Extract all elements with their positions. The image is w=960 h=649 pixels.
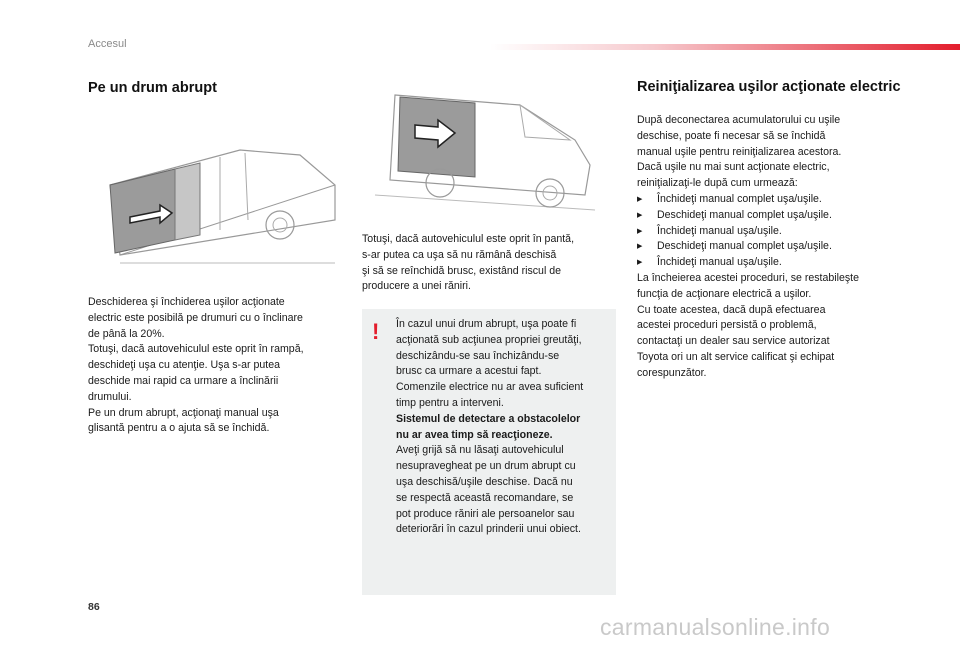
watermark: carmanualsonline.info bbox=[600, 614, 831, 640]
page-number: 86 bbox=[88, 601, 100, 613]
bullet-icon: ▶ bbox=[637, 211, 643, 219]
steep-road-paragraph: Deschiderea şi închiderea uşilor acţionate electric este posibilă pe drumuri cu o înclinare de până la 20%. Totuşi, dacă autovehiculul este oprit în rampă, deschideţi uşa cu atenţie. Uşa s-ar putea deschide mai rapid ca urmare a înclinării drumului. Pe un drum abrupt, acţionaţi manual uşa glisantă pentru a o ajuta să se închidă. bbox=[88, 296, 304, 435]
incline-paragraph: Totuşi, dacă autovehiculul este oprit în pantă, s-ar putea ca uşa să nu rămână deschisă şi să se reînchidă brusc, existând riscul de producere a unei răniri. bbox=[362, 233, 575, 293]
section-title-steep-road: Pe un drum abrupt bbox=[88, 80, 217, 96]
reset-procedure-text: După deconectarea acumulatorului cu uşile deschise, poate fi necesar să se închidă manual uşile pentru reiniţializarea acestora. Dacă uşile nu mai sunt acţionate electric, reiniţializaţi-le după cum urmează: ▶ Închideţi manual complet uşa/uşile. ▶ Deschideţi manual complet uşa/uşile. ▶ Închideţi manual uşa/uşile. ▶ Deschideţi manual complet uşa/uşile. ▶ Închideţi manual uşa/uşile. La încheierea acestei proceduri, se restabileşte funcţia de acţionare electrică a uşilor. Cu toate acestea, dacă după efectuarea acestei proceduri persistă o problemă, contactaţi un dealer sau service autorizat Toyota ori un alt service calificat şi echipat corespunzător. bbox=[637, 113, 907, 382]
bullet-icon: ▶ bbox=[637, 243, 643, 251]
section-title-reset-doors: Reiniţializarea uşilor acţionate electric bbox=[637, 79, 901, 95]
section-label: Accesul bbox=[88, 38, 127, 50]
list-item: ▶ Deschideţi manual complet uşa/uşile. bbox=[637, 239, 907, 255]
list-item: ▶ Închideţi manual complet uşa/uşile. bbox=[637, 192, 907, 208]
list-item: ▶ Închideţi manual uşa/uşile. bbox=[637, 224, 907, 240]
warning-text: În cazul unui drum abrupt, uşa poate fi acţionată sub acţiunea propriei greutăţi, deschizându-se sau închizându-se brusc ca urmare a acestui fapt. Comenzile electrice nu ar avea suficient timp pentru a interveni. Sistemul de detectare a obstacolelor nu ar avea timp să reacţioneze. Aveţi grijă să nu lăsaţi autovehiculul nesupravegheat pe un drum abrupt cu uşa deschisă/uşile deschise. Dacă nu se respectă această recomandare, se pot produce răniri ale persoanelor sau deteriorări în cazul prinderii unui obiect. bbox=[396, 318, 584, 536]
van-door-opening-illustration bbox=[370, 85, 600, 215]
warning-box bbox=[362, 309, 616, 595]
warning-icon: ! bbox=[372, 319, 380, 344]
list-item: ▶ Deschideţi manual complet uşa/uşile. bbox=[637, 208, 907, 224]
list-item: ▶ Închideţi manual uşa/uşile. bbox=[637, 255, 907, 271]
header-accent-bar bbox=[490, 44, 960, 50]
bullet-icon: ▶ bbox=[637, 259, 643, 267]
bullet-icon: ▶ bbox=[637, 227, 643, 235]
bullet-icon: ▶ bbox=[637, 195, 643, 203]
van-sliding-door-incline-illustration bbox=[100, 145, 340, 270]
